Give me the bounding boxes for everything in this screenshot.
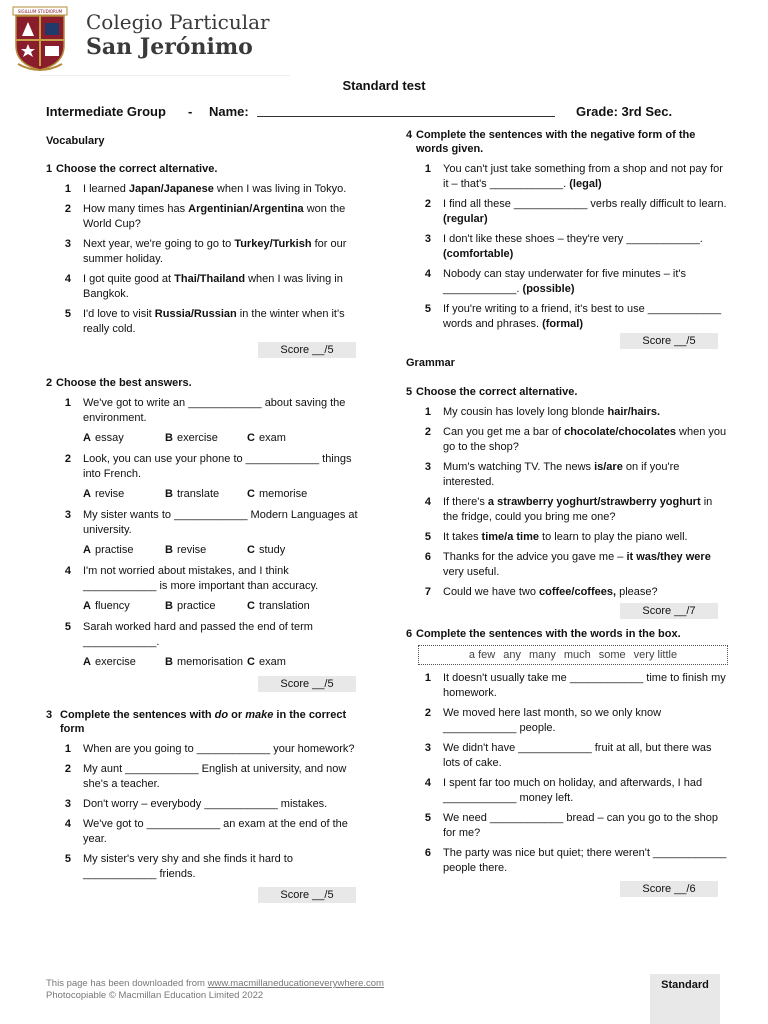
list-item: 6 The party was nice but quiet; there weren't ____________ people there.	[424, 847, 727, 874]
exercise-3-items	[46, 742, 364, 882]
list-item: 6 Thanks for the advice you gave me – it was/they were very useful.	[424, 551, 711, 578]
word-chip: very little	[633, 649, 678, 661]
option-a[interactable]: A practise	[83, 544, 134, 556]
list-item: 2 How many times has Argentinian/Argentina won the World Cup?	[64, 203, 346, 230]
score-box: Score __/5	[258, 342, 356, 358]
answer-options	[83, 487, 364, 502]
list-item: 2 Look, you can use your phone to ____________ things into French.	[64, 453, 352, 480]
exercise-5-title: 5 Choose the correct alternative.	[406, 386, 578, 398]
list-item: 1 It doesn't usually take me ____________ time to finish my homework.	[424, 672, 726, 699]
list-item: 4 We've got to ____________ an exam at the end of the year.	[64, 818, 348, 845]
exercise-4-items	[406, 162, 728, 332]
list-item: 3 Don't worry – everybody ____________ mistakes.	[64, 798, 328, 810]
option-a[interactable]: A fluency	[83, 600, 130, 612]
option-b[interactable]: B translate	[165, 488, 220, 500]
section-label-grammar: Grammar	[406, 357, 455, 369]
option-b[interactable]: B revise	[165, 544, 207, 556]
name-bar	[46, 104, 726, 122]
list-item: 1 When are you going to ____________ your homework?	[64, 743, 355, 755]
option-b[interactable]: B memorisation	[165, 656, 243, 668]
school-name	[86, 10, 270, 60]
list-item: 1 I learned Japan/Japanese when I was living in Tokyo.	[64, 183, 347, 195]
answer-options	[83, 599, 364, 614]
school-crest-icon	[12, 6, 68, 72]
word-chip: many	[528, 649, 556, 661]
list-item: 7 Could we have two coffee/coffees, please?	[424, 586, 658, 598]
list-item: 1 We've got to write an ____________ about saving the environment.	[64, 397, 346, 424]
answer-options	[83, 431, 364, 446]
score-box: Score __/5	[620, 333, 718, 349]
option-c[interactable]: C translation	[247, 600, 310, 612]
option-a[interactable]: A revise	[83, 488, 125, 500]
option-a[interactable]: A exercise	[83, 656, 136, 668]
header-divider	[40, 75, 290, 76]
list-item: 5 My sister's very shy and she finds it hard to ____________ friends.	[64, 853, 293, 880]
score-box: Score __/5	[258, 887, 356, 903]
section-label-vocabulary: Vocabulary	[46, 135, 105, 147]
option-c[interactable]: C memorise	[247, 488, 308, 500]
left-column	[46, 128, 364, 903]
exercise-3-title: 3 Complete the sentences with do or make in the correct form	[46, 709, 347, 735]
word-chip: some	[598, 649, 626, 661]
word-chip: any	[503, 649, 521, 661]
list-item: 3 Mum's watching TV. The news is/are on if you're interested.	[424, 461, 680, 488]
option-b[interactable]: B practice	[165, 600, 216, 612]
list-item: 3 We didn't have ____________ fruit at all, but there was lots of cake.	[424, 742, 712, 769]
list-item: 2 We moved here last month, so we only know ____________ people.	[424, 707, 662, 734]
list-item: 5 We need ____________ bread – can you go to the shop for me?	[424, 812, 719, 839]
dash: -	[188, 104, 193, 119]
option-c[interactable]: C exam	[247, 432, 286, 444]
word-box	[418, 645, 728, 665]
exercise-1-title: 1 Choose the correct alternative.	[46, 163, 218, 175]
exercise-5-items	[406, 405, 728, 600]
level-badge: Standard	[650, 974, 720, 1024]
list-item: 1 My cousin has lovely long blonde hair/hairs.	[424, 406, 661, 418]
exercise-6-title: 6 Complete the sentences with the words in the box.	[406, 628, 681, 640]
score-box: Score __/7	[620, 603, 718, 619]
option-a[interactable]: A essay	[83, 432, 124, 444]
option-c[interactable]: C study	[247, 544, 286, 556]
exercise-2-items	[46, 396, 364, 670]
list-item: 3 My sister wants to ____________ Modern Languages at university.	[64, 509, 358, 536]
list-item: 5 I'd love to visit Russia/Russian in the winter when it's really cold.	[64, 308, 345, 335]
school-name-line1: Colegio Particular	[86, 10, 270, 34]
list-item: 4 I'm not worried about mistakes, and I think ____________ is more important than accuracy.	[64, 565, 319, 592]
answer-options	[83, 543, 364, 558]
right-column	[406, 128, 728, 897]
list-item: 1 You can't just take something from a shop and not pay for it – that's ____________. (legal)	[424, 163, 723, 190]
school-header	[12, 4, 752, 74]
word-chip: much	[563, 649, 591, 661]
list-item: 2 I find all these ____________ verbs really difficult to learn. (regular)	[424, 198, 727, 225]
exercise-6-items	[406, 671, 728, 876]
page-footer: This page has been downloaded from www.macmillaneducationeverywhere.com Photocopiable © Macmillan Education Limited 2022	[46, 978, 384, 1001]
option-c[interactable]: C exam	[247, 656, 286, 668]
list-item: 5 It takes time/a time to learn to play the piano well.	[424, 531, 688, 543]
score-box: Score __/6	[620, 881, 718, 897]
exercise-4-title: 4 Complete the sentences with the negative form of the words given.	[406, 129, 696, 155]
option-b[interactable]: B exercise	[165, 432, 218, 444]
list-item: 5 If you're writing to a friend, it's best to use ____________ words and phrases. (formal)	[424, 303, 722, 330]
list-item: 4 I spent far too much on holiday, and afterwards, I had ____________ money left.	[424, 777, 703, 804]
list-item: 3 I don't like these shoes – they're very ____________. (comfortable)	[424, 233, 703, 260]
exercise-1-items	[46, 182, 364, 337]
list-item: 2 Can you get me a bar of chocolate/chocolates when you go to the shop?	[424, 426, 727, 453]
score-box: Score __/5	[258, 676, 356, 692]
page-title: Standard test	[342, 78, 426, 93]
name-label: Name:	[209, 104, 249, 119]
list-item: 3 Next year, we're going to go to Turkey/Turkish for our summer holiday.	[64, 238, 347, 265]
word-chip: a few	[468, 649, 496, 661]
list-item: 2 My aunt ____________ English at university, and now she's a teacher.	[64, 763, 347, 790]
answer-options	[83, 655, 364, 670]
list-item: 4 I got quite good at Thai/Thailand when I was living in Bangkok.	[64, 273, 343, 300]
list-item: 4 If there's a strawberry yoghurt/strawberry yoghurt in the fridge, could you bring me one?	[424, 496, 713, 523]
copyright-text: Photocopiable © Macmillan Education Limited 2022	[46, 990, 264, 1001]
download-link[interactable]: www.macmillaneducationeverywhere.com	[207, 978, 384, 989]
list-item: 4 Nobody can stay underwater for five minutes – it's ____________. (possible)	[424, 268, 686, 295]
group-label: Intermediate Group	[46, 104, 166, 119]
list-item: 5 Sarah worked hard and passed the end of term ____________.	[64, 621, 313, 648]
exercise-2-title: 2 Choose the best answers.	[46, 377, 192, 389]
crest-motto: SIGILLUM STUDIORUM	[17, 9, 63, 14]
school-name-line2: San Jerónimo	[86, 34, 253, 60]
grade-label: Grade: 3rd Sec.	[576, 104, 673, 119]
name-line[interactable]	[257, 116, 555, 117]
